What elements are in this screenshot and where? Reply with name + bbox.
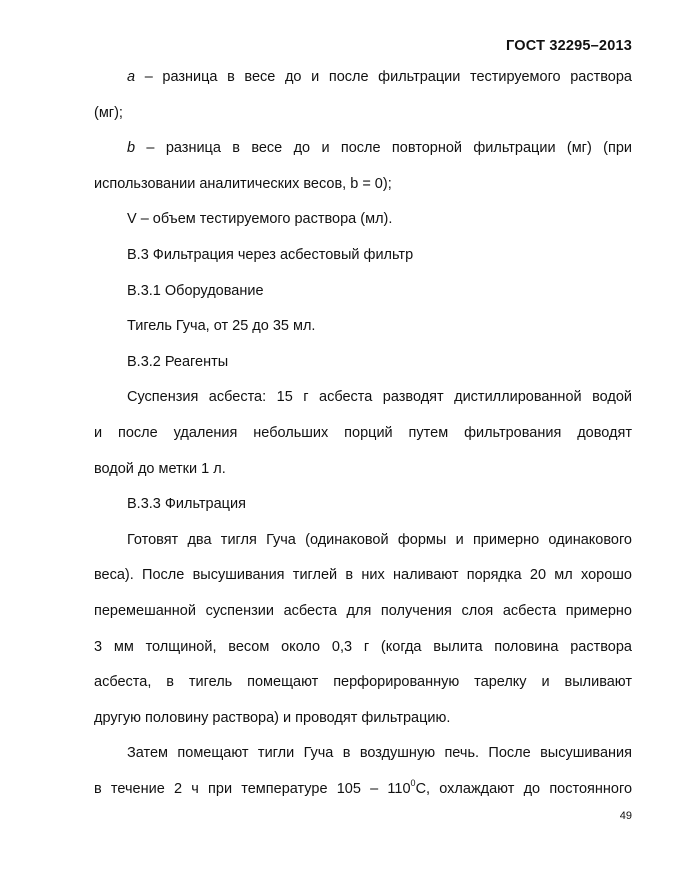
preparation-line-4: 3 мм толщиной, весом около 0,3 г (когда вылита половина раствора: [94, 638, 632, 655]
suspension-line-2: и после удаления небольших порций путем фильтрования доводят: [94, 424, 632, 441]
preparation-line-6: другую половину раствора) и проводят фильтрацию.: [94, 709, 451, 726]
crucible-text: Тигель Гуча, от 25 до 35 мл.: [127, 318, 316, 335]
degree-superscript: 0: [410, 777, 416, 788]
preparation-line-3: перемешанной суспензии асбеста для получения слоя асбеста примерно: [94, 602, 632, 619]
preparation-line-2: веса). После высушивания тиглей в них наливают порядка 20 мл хорошо: [94, 567, 632, 584]
document-body: [94, 60, 632, 807]
section-b3-heading: В.3 Фильтрация через асбестовый фильтр: [127, 246, 414, 263]
preparation-line-1: Готовят два тигля Гуча (одинаковой формы и примерно одинакового: [127, 531, 632, 548]
v-definition: V – объем тестируемого раствора (мл).: [127, 211, 393, 228]
drying-line-2: [94, 772, 632, 808]
document-code-header: ГОСТ 32295–2013: [506, 38, 632, 54]
a-definition-line-1: [94, 60, 632, 96]
b-definition-line-1: [94, 131, 632, 167]
suspension-line-1: Суспензия асбеста: 15 г асбеста разводят дистиллированной водой: [127, 389, 632, 406]
section-b32-heading: В.3.2 Реагенты: [127, 353, 229, 370]
preparation-line-5: асбеста, в тигель помещают перфорированную тарелку и выливают: [94, 674, 632, 691]
drying-text-b: С, охлаждают до постоянного: [415, 780, 633, 797]
b-definition-line-2: использовании аналитических весов, b = 0);: [94, 175, 392, 192]
section-b33-heading: В.3.3 Фильтрация: [127, 496, 246, 513]
drying-text-a: в течение 2 ч при температуре 105 – 110: [94, 780, 411, 797]
a-definition-line-2: (мг);: [94, 104, 123, 121]
drying-line-1: Затем помещают тигли Гуча в воздушную печь. После высушивания: [127, 745, 632, 762]
a-definition-text: – разница в весе до и после фильтрации тестируемого раствора: [135, 69, 632, 85]
b-variable: b: [127, 140, 136, 157]
a-variable: a: [127, 69, 136, 85]
section-b31-heading: В.3.1 Оборудование: [127, 282, 264, 299]
page-number: 49: [619, 810, 632, 822]
b-definition-text: – разница в весе до и после повторной фильтрации (мг) (при: [135, 140, 632, 157]
suspension-line-3: водой до метки 1 л.: [94, 460, 226, 477]
